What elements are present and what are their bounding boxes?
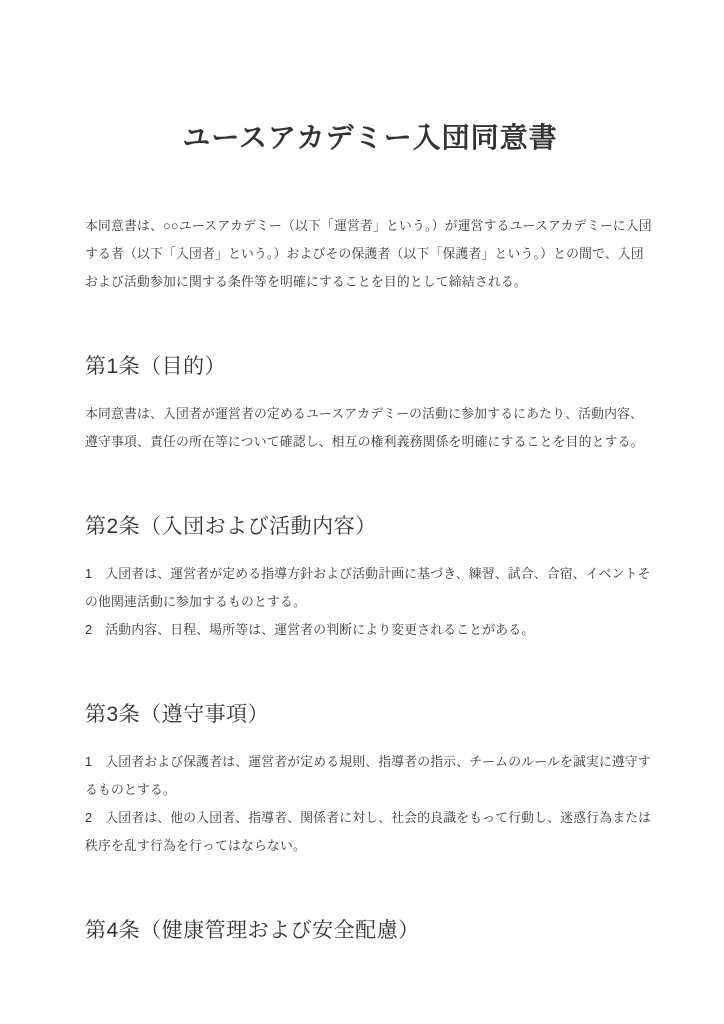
article-section-1 xyxy=(85,351,655,456)
article-section-3 xyxy=(85,699,655,860)
section-paragraph: 1 入団者は、運営者が定める指導方針および活動計画に基づき、練習、試合、合宿、イベントその他関連活動に参加するものとする。 xyxy=(85,566,651,609)
section-paragraph: 2 活動内容、日程、場所等は、運営者の判断により変更されることがある。 xyxy=(85,622,535,637)
intro-paragraph: 本同意書は、○○ユースアカデミー（以下「運営者」という。）が運営するユースアカデミーに入団する者（以下「入団者」という。）およびその保護者（以下「保護者」という。）との間で、入団および活動参加に関する条件等を明確にすることを目的として締結される。 xyxy=(85,218,652,289)
sections-container xyxy=(85,351,655,946)
document-title: ユースアカデミー入団同意書 xyxy=(182,122,558,153)
article-section-2 xyxy=(85,511,655,644)
section-heading: 第3条（遵守事項） xyxy=(85,703,270,726)
article-section-4 xyxy=(85,915,655,946)
section-paragraph: 本同意書は、入団者が運営者の定めるユースアカデミーの活動に参加するにあたり、活動内容、遵守事項、責任の所在等について確認し、相互の権利義務関係を明確にすることを目的とする。 xyxy=(85,406,644,449)
section-paragraph: 2 入団者は、他の入団者、指導者、関係者に対し、社会的良識をもって行動し、迷惑行為または秩序を乱す行為を行ってはならない。 xyxy=(85,810,652,853)
section-heading: 第4条（健康管理および安全配慮） xyxy=(85,919,420,942)
section-heading: 第1条（目的） xyxy=(85,355,227,378)
section-heading: 第2条（入団および活動内容） xyxy=(85,515,377,538)
section-paragraph: 1 入団者および保護者は、運営者が定める規則、指導者の指示、チームのルールを誠実に遵守するものとする。 xyxy=(85,754,651,797)
